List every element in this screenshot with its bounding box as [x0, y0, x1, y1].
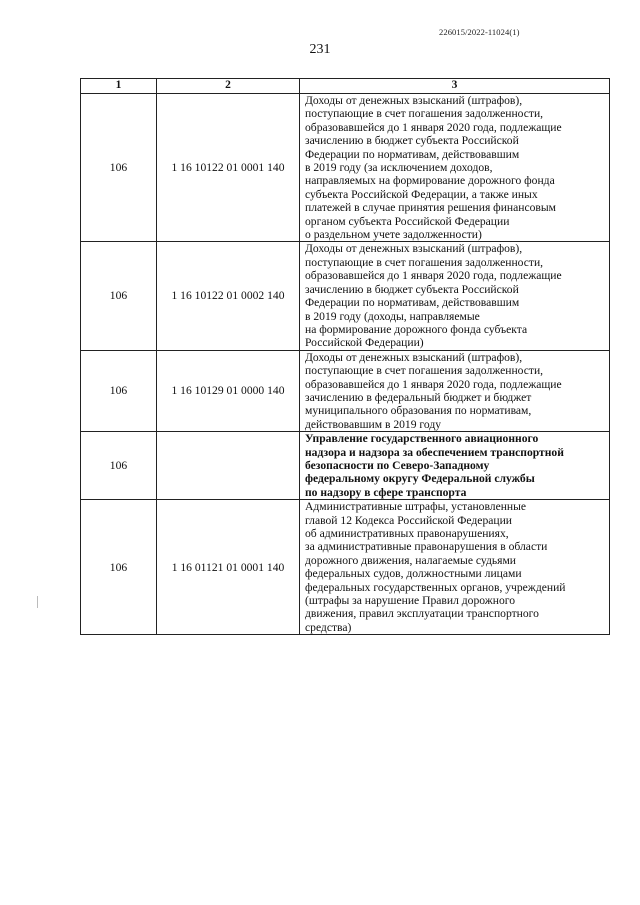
revenue-name-line: надзора и надзора за обеспечением транспортной — [305, 445, 564, 459]
revenue-name-cell — [300, 432, 610, 500]
revenue-name-line: по надзору в сфере транспорта — [305, 485, 467, 499]
admin-code-cell: 106 — [81, 242, 157, 350]
revenue-name-line: Управление государственного авиационного — [305, 432, 539, 446]
revenue-name-cell — [300, 500, 610, 635]
revenue-name-line: поступающие в счет погашения задолженности, — [305, 107, 544, 121]
revenue-name-line: Федерации по нормативам, действовавшим — [305, 147, 520, 161]
table-row — [81, 500, 610, 635]
revenue-name-line: зачислению в бюджет субъекта Российской — [305, 282, 519, 296]
revenue-name-cell — [300, 94, 610, 242]
revenue-name-line: поступающие в счет погашения задолженности, — [305, 255, 544, 269]
revenue-name-line: платежей в случае принятия решения финансовым — [305, 201, 556, 215]
revenue-name-line: федеральных судов, должностными лицами — [305, 567, 522, 581]
revenue-name-line: образовавшейся до 1 января 2020 года, подлежащие — [305, 269, 562, 283]
admin-code-cell: 106 — [81, 432, 157, 500]
revenue-name-line: Российской Федерации) — [305, 336, 424, 350]
revenue-name-line: об административных правонарушениях, — [305, 527, 509, 540]
revenue-code-cell: 1 16 10129 01 0000 140 — [157, 350, 300, 431]
revenue-name-line: средства) — [305, 620, 352, 634]
revenue-code-cell: 1 16 10122 01 0001 140 — [157, 94, 300, 242]
header-col-3: 3 — [300, 79, 610, 94]
table-row — [81, 242, 610, 350]
revenue-name-line: о раздельном учете задолженности) — [305, 228, 482, 242]
revenue-name-line: образовавшейся до 1 января 2020 года, подлежащие — [305, 377, 562, 391]
revenue-name-line: Доходы от денежных взысканий (штрафов), — [305, 350, 523, 364]
revenue-code-cell: 1 16 10122 01 0002 140 — [157, 242, 300, 350]
table-row — [81, 94, 610, 242]
revenue-name-line: образовавшейся до 1 января 2020 года, подлежащие — [305, 120, 562, 134]
admin-code-cell: 106 — [81, 94, 157, 242]
revenue-name-line: федеральному округу Федеральной службы — [305, 472, 535, 486]
revenue-name-line: субъекта Российской Федерации, а также иных — [305, 187, 538, 201]
revenue-name-line: в 2019 году (за исключением доходов, — [305, 161, 493, 175]
table-header-row — [81, 79, 610, 94]
revenue-name-cell — [300, 242, 610, 350]
admin-code-cell: 106 — [81, 500, 157, 635]
revenue-name-line: Федерации по нормативам, действовавшим — [305, 296, 520, 310]
budget-classification-table — [80, 78, 610, 635]
revenue-name-line: органом субъекта Российской Федерации — [305, 214, 510, 228]
revenue-name-line: поступающие в счет погашения задолженности, — [305, 364, 544, 378]
revenue-name-line: за административные правонарушения в области — [305, 540, 548, 554]
revenue-name-line: на формирование дорожного фонда субъекта — [305, 322, 528, 336]
revenue-name-line: безопасности по Северо-Западному — [305, 458, 490, 472]
revenue-name-line: зачислению в бюджет субъекта Российской — [305, 134, 519, 148]
revenue-code-cell — [157, 432, 300, 500]
revenue-name-line: федеральных государственных органов, учреждений — [305, 580, 566, 594]
admin-code-cell: 106 — [81, 350, 157, 431]
table-row — [81, 350, 610, 431]
revenue-name-line: направляемых на формирование дорожного фонда — [305, 174, 555, 188]
revenue-name-line: Доходы от денежных взысканий (штрафов), — [305, 94, 523, 107]
revenue-name-line: Доходы от денежных взысканий (штрафов), — [305, 242, 523, 256]
document-registration-number: 226015/2022-11024(1) — [439, 27, 520, 37]
revenue-name-line: дорожного движения, налагаемые судьями — [305, 553, 517, 567]
header-col-1: 1 — [81, 79, 157, 94]
revenue-name-line: действовавшим в 2019 году — [305, 417, 442, 431]
revenue-name-line: движения, правил эксплуатации транспортного — [305, 607, 539, 621]
revenue-name-line: (штрафы за нарушение Правил дорожного — [305, 594, 516, 608]
revenue-name-cell — [300, 350, 610, 431]
revenue-name-line: зачислению в федеральный бюджет и бюджет — [305, 390, 532, 404]
page-number: 231 — [309, 42, 331, 57]
header-col-2: 2 — [157, 79, 300, 94]
table-row — [81, 432, 610, 500]
margin-mark — [37, 596, 38, 608]
revenue-name-line: муниципального образования по нормативам, — [305, 404, 532, 418]
revenue-name-line: в 2019 году (доходы, направляемые — [305, 309, 480, 323]
revenue-name-line: Административные штрафы, установленные — [305, 500, 527, 514]
revenue-name-line: главой 12 Кодекса Российской Федерации — [305, 513, 513, 527]
revenue-code-cell: 1 16 01121 01 0001 140 — [157, 500, 300, 635]
